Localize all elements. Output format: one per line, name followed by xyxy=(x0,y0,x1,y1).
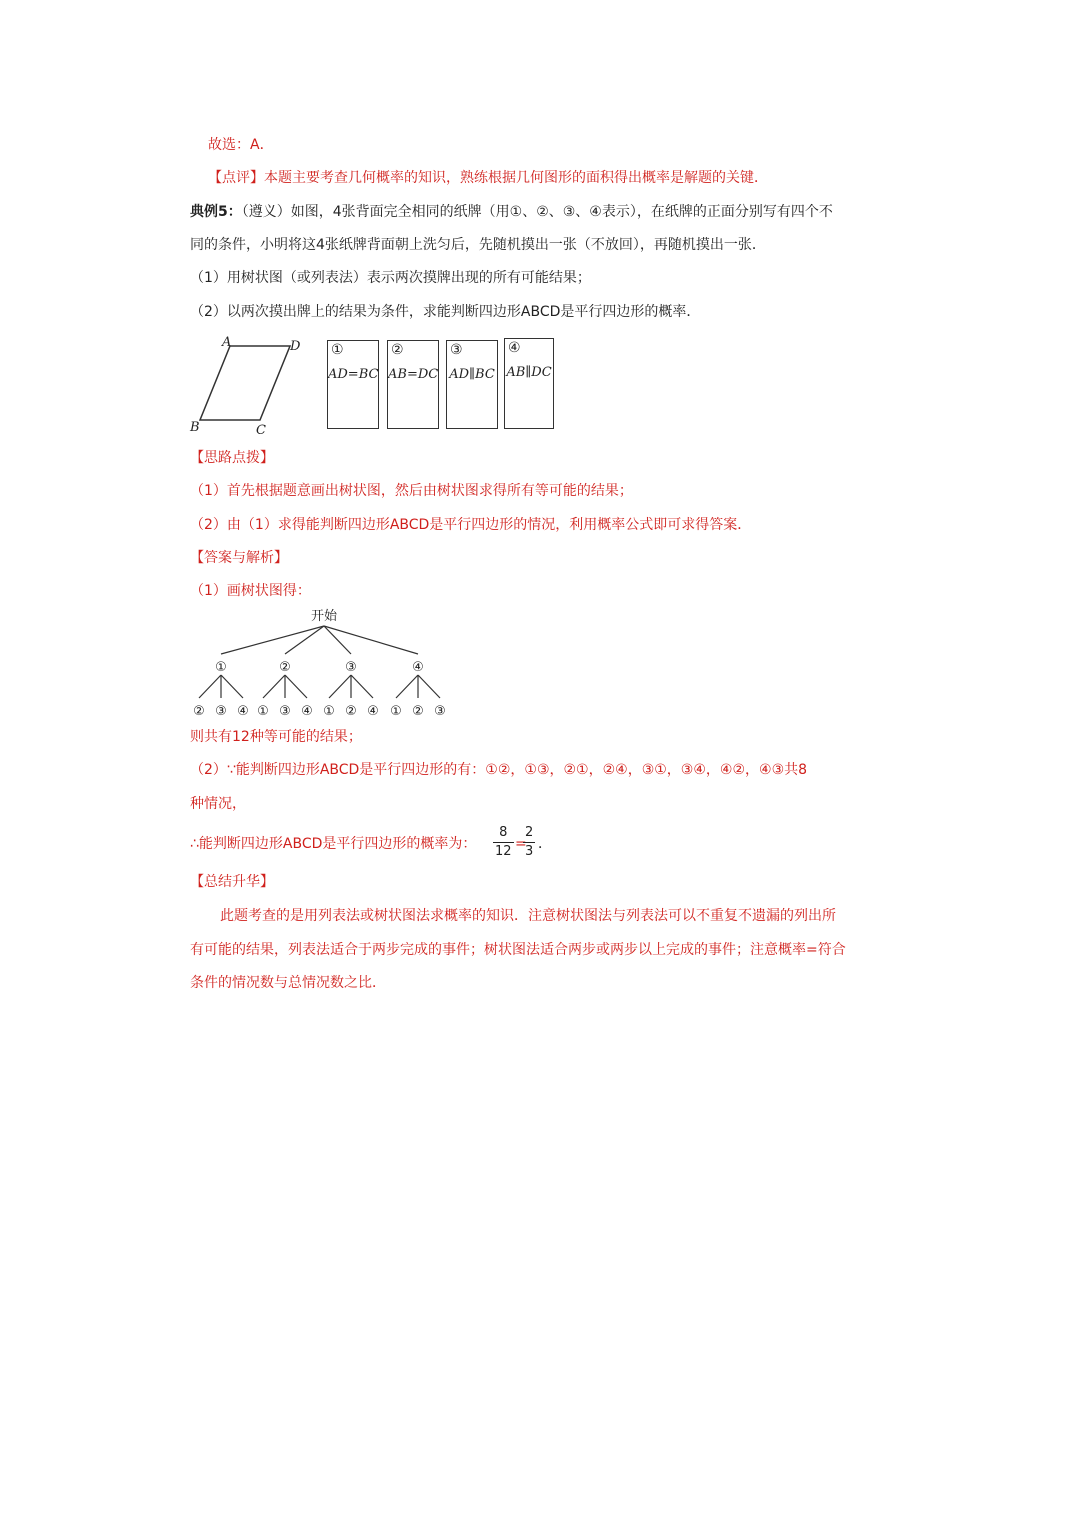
period-mark: ． xyxy=(538,836,552,852)
vertex-b: B xyxy=(190,420,200,435)
card-2 xyxy=(387,340,439,429)
tree-node-level1: ① xyxy=(215,660,227,675)
example-line-2: 同的条件，小明将这4张纸牌背面朝上洗匀后，先随机摸出一张（不放回），再随机摸出一张． xyxy=(190,237,766,253)
choice-line: 故选：A． xyxy=(208,137,274,153)
card-condition: AD=BC xyxy=(328,367,379,382)
hint-1: （1）首先根据题意画出树状图，然后由树状图求得所有等可能的结果； xyxy=(190,483,633,499)
card-3 xyxy=(446,340,498,429)
question-1: （1）用树状图（或列表法）表示两次摸牌出现的所有可能结果； xyxy=(190,270,591,286)
card-number: ① xyxy=(331,342,344,358)
tree-node-level1: ② xyxy=(279,660,291,675)
hint-heading: 【思路点拨】 xyxy=(190,450,274,466)
example-text: （遵义）如图，4张背面完全相同的纸牌（用①、②、③、④表示），在纸牌的正面分别写有四个不 xyxy=(241,204,833,220)
fraction-denominator: 3 xyxy=(525,844,534,859)
question-2: （2）以两次摸出牌上的结果为条件，求能判断四边形ABCD是平行四边形的概率． xyxy=(190,304,701,320)
tree-node-level2: ② xyxy=(412,704,424,719)
tree-node-level2: ① xyxy=(390,704,402,719)
answer-1: （1）画树状图得： xyxy=(190,583,311,599)
answer-2-line-2: 种情况， xyxy=(190,796,246,812)
card-condition: AD∥BC xyxy=(449,367,495,382)
card-number: ④ xyxy=(508,340,521,356)
summary-line-1: 此题考查的是用列表法或树状图法求概率的知识．注意树状图法与列表法可以不重复不遗漏的列出所 xyxy=(220,908,836,924)
tree-edge xyxy=(221,675,243,698)
summary-line-2: 有可能的结果，列表法适合于两步完成的事件；树状图法适合两步或两步以上完成的事件；注意概率=符合 xyxy=(190,942,846,958)
comment-line: 【点评】本题主要考查几何概率的知识，熟练根据几何图形的面积得出概率是解题的关键． xyxy=(208,170,768,186)
tree-node-level2: ③ xyxy=(215,704,227,719)
tree-node-level2: ④ xyxy=(301,704,313,719)
tree-edge xyxy=(285,675,307,698)
tree-node-level2: ② xyxy=(345,704,357,719)
example-label: 典例5： xyxy=(190,204,242,220)
card-number: ② xyxy=(391,342,404,358)
card-condition: AB∥DC xyxy=(506,365,552,380)
tree-node-level2: ② xyxy=(193,704,205,719)
card-4 xyxy=(504,338,554,429)
tree-node-level2: ④ xyxy=(367,704,379,719)
vertex-d: D xyxy=(290,339,301,354)
tree-edge xyxy=(418,675,440,698)
parallelogram-figure xyxy=(186,334,312,438)
answer-heading: 【答案与解析】 xyxy=(190,550,288,566)
answer-2-line-1: （2）∵能判断四边形ABCD是平行四边形的有：①②，①③，②①，②④，③①，③④，④②，④③共8 xyxy=(190,762,808,778)
tree-edge xyxy=(221,626,324,654)
summary-line-3: 条件的情况数与总情况数之比． xyxy=(190,975,386,991)
tree-edge xyxy=(199,675,221,698)
tree-node-level2: ① xyxy=(257,704,269,719)
tree-node-level1: ④ xyxy=(412,660,424,675)
card-number: ③ xyxy=(450,342,463,358)
tree-edge xyxy=(351,675,373,698)
tree-node-level2: ① xyxy=(323,704,335,719)
example-line-1 xyxy=(190,202,833,222)
tree-node-level2: ③ xyxy=(279,704,291,719)
answer-count: 则共有12种等可能的结果； xyxy=(190,729,362,745)
fraction-numerator: 2 xyxy=(523,824,535,843)
tree-edge xyxy=(329,675,351,698)
card-condition: AB=DC xyxy=(388,367,439,382)
probability-prefix: ∴能判断四边形ABCD是平行四边形的概率为： xyxy=(190,836,477,852)
equals-sign: = xyxy=(515,836,527,852)
tree-diagram xyxy=(180,604,470,722)
fraction-2-3 xyxy=(523,824,535,861)
fraction-numerator: 8 xyxy=(493,824,514,843)
hint-2: （2）由（1）求得能判断四边形ABCD是平行四边形的情况，利用概率公式即可求得答案． xyxy=(190,517,752,533)
tree-edge xyxy=(263,675,285,698)
tree-edge xyxy=(285,626,324,654)
vertex-c: C xyxy=(256,423,266,438)
vertex-a: A xyxy=(222,335,232,350)
fraction-8-12 xyxy=(493,824,514,861)
card-1 xyxy=(327,340,379,429)
tree-edge xyxy=(396,675,418,698)
parallelogram-shape xyxy=(200,346,290,420)
tree-node-level2: ④ xyxy=(237,704,249,719)
tree-node-level1: ③ xyxy=(345,660,357,675)
fraction-denominator: 12 xyxy=(495,844,512,859)
tree-node-level2: ③ xyxy=(434,704,446,719)
summary-heading: 【总结升华】 xyxy=(190,874,274,890)
tree-root-label: 开始 xyxy=(310,609,338,624)
